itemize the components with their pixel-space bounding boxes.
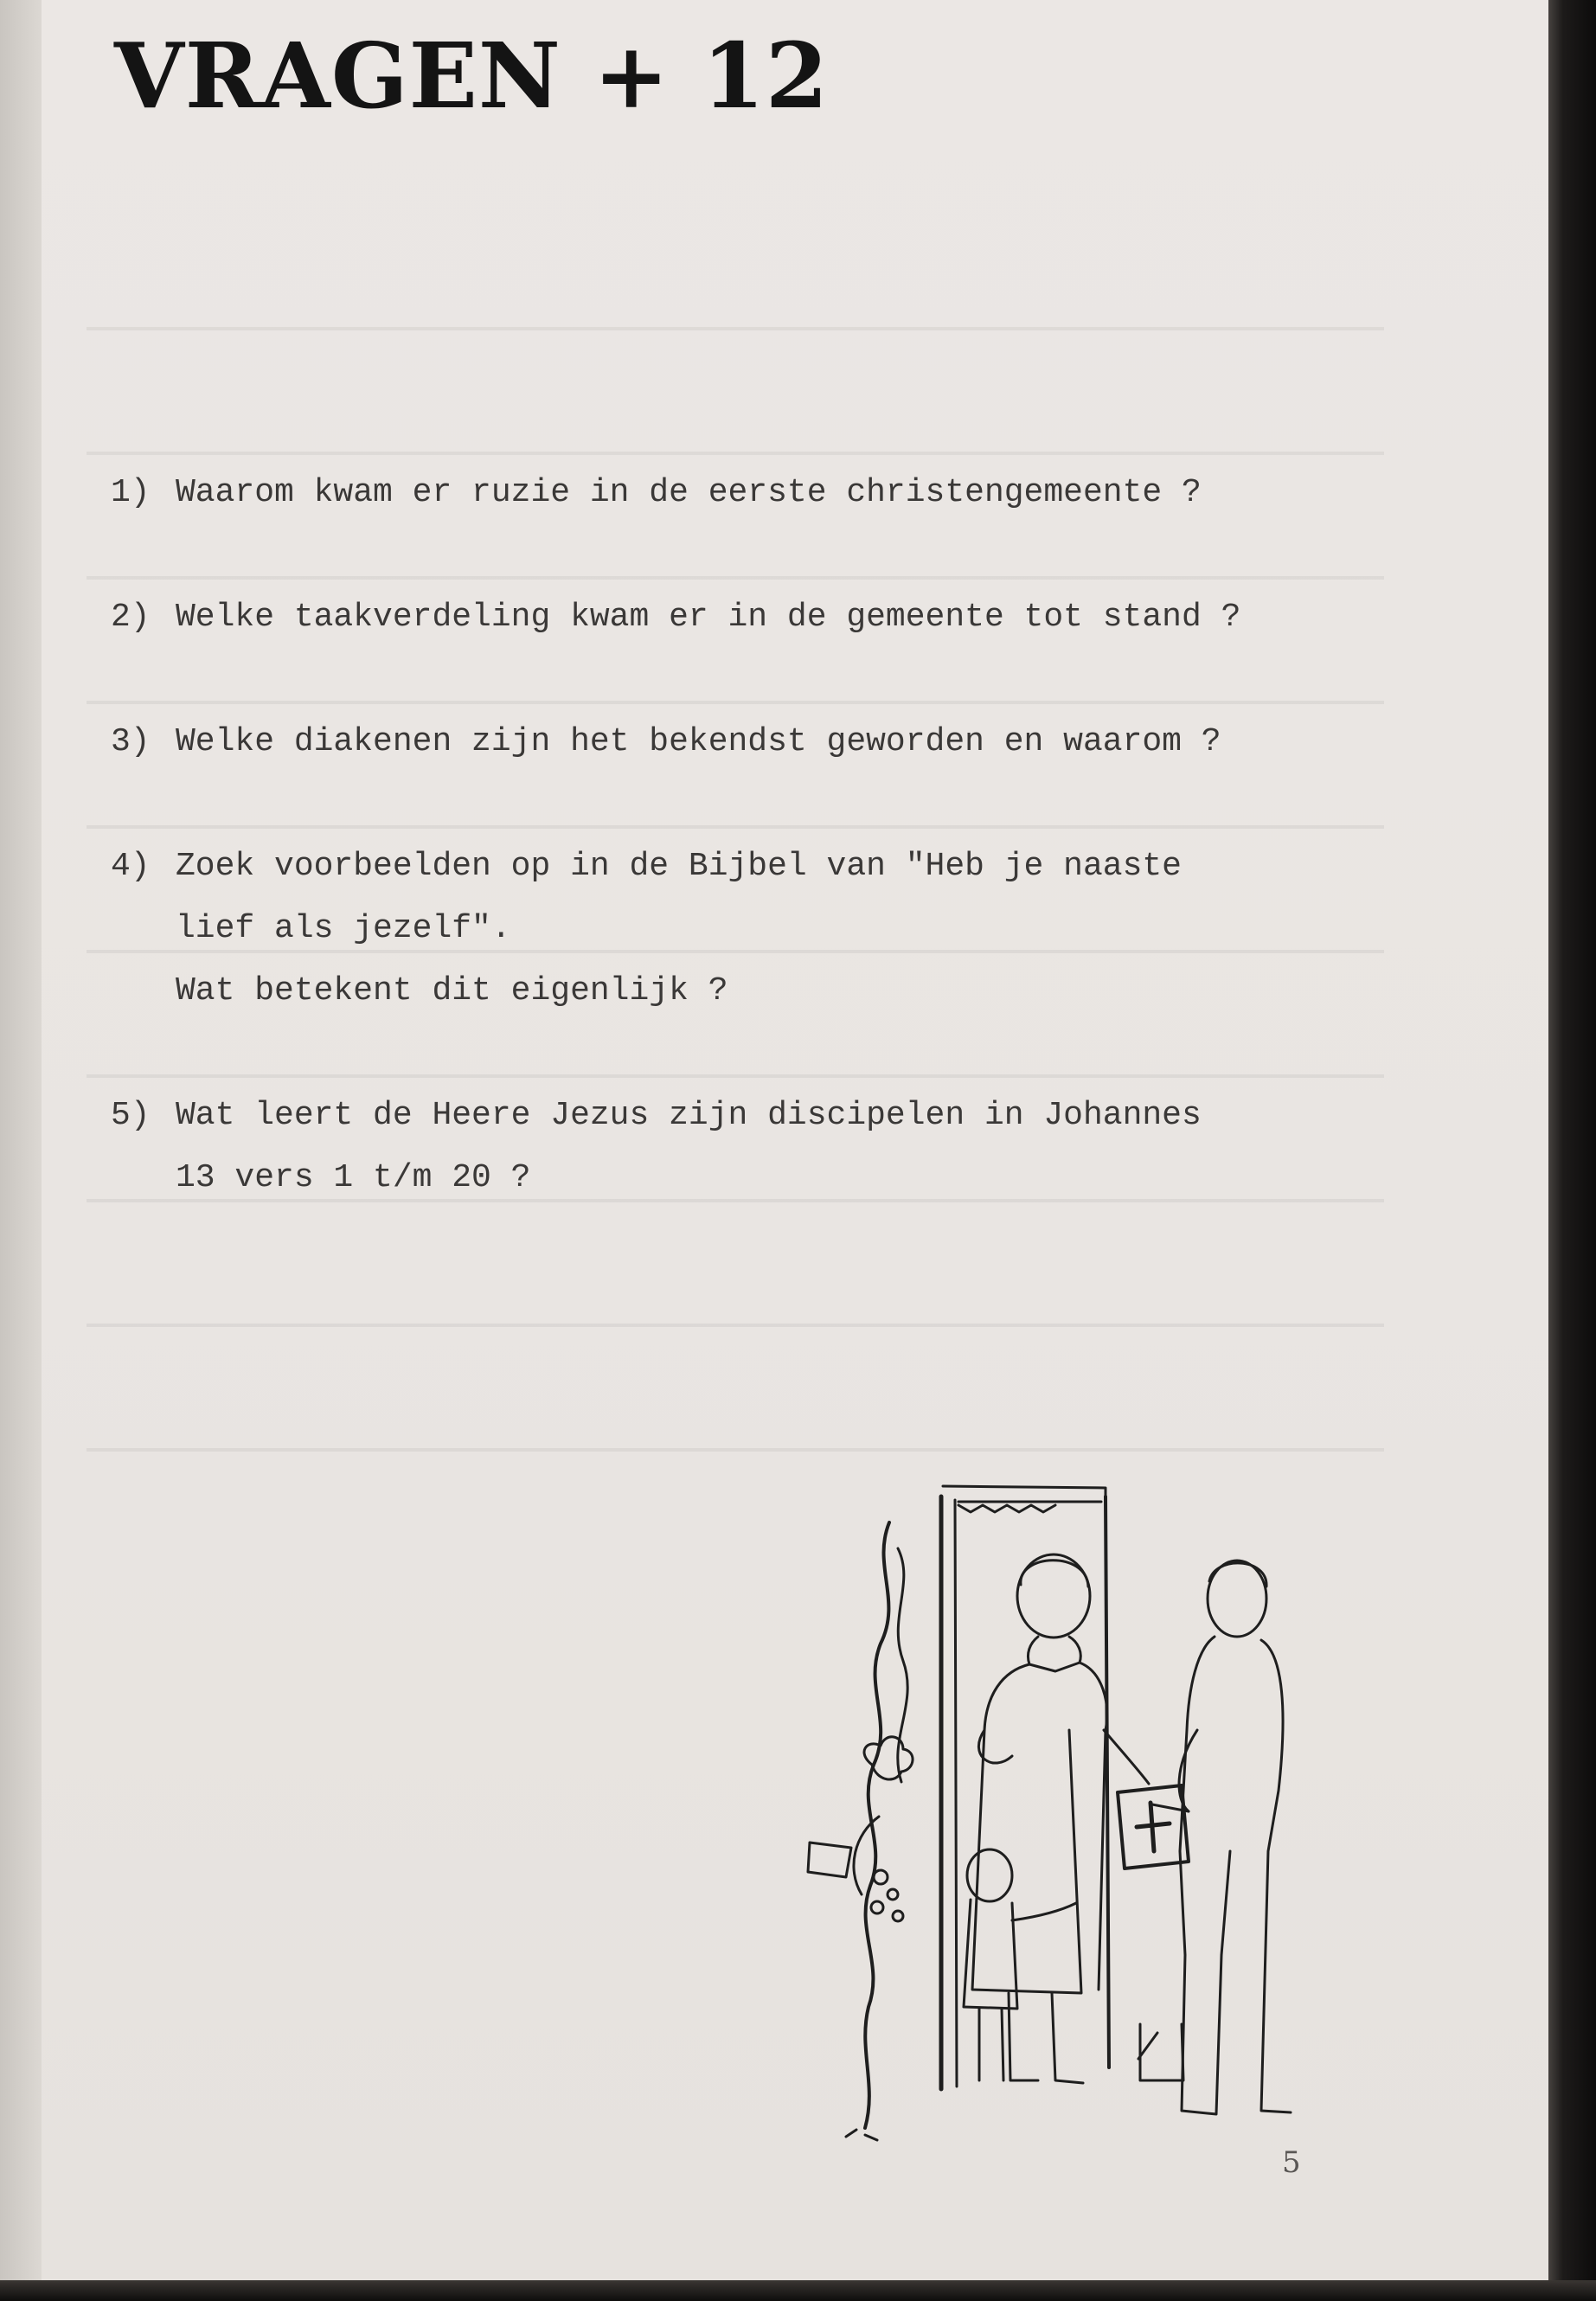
question-item <box>111 586 1443 649</box>
question-line: Wat leert de Heere Jezus zijn discipelen in Johannes <box>176 1097 1202 1134</box>
doorway-collection-drawing-icon <box>794 1471 1322 2163</box>
question-line: 13 vers 1 t/m 20 ? <box>176 1159 531 1196</box>
question-line: Welke taakverdeling kwam er in de gemeente tot stand ? <box>176 599 1241 636</box>
question-line: Welke diakenen zijn het bekendst geworden en waarom ? <box>176 723 1221 760</box>
question-item <box>111 462 1443 524</box>
question-number: 4) <box>111 848 151 885</box>
question-line: Zoek voorbeelden op in de Bijbel van "Heb je naaste <box>176 848 1182 885</box>
page-number: 5 <box>1282 2145 1301 2180</box>
question-number: 2) <box>111 599 151 636</box>
scan-left-margin <box>0 0 42 2301</box>
question-number: 3) <box>111 723 151 760</box>
question-item <box>111 836 1443 1022</box>
question-text <box>176 711 1443 773</box>
question-line: Waarom kwam er ruzie in de eerste christengemeente ? <box>176 474 1202 511</box>
question-line: Wat betekent dit eigenlijk ? <box>176 972 728 1009</box>
question-item <box>111 711 1443 773</box>
question-list <box>111 462 1443 1272</box>
page-title: VRAGEN + 12 <box>114 22 830 129</box>
question-text <box>176 1085 1443 1209</box>
question-text <box>176 462 1443 524</box>
question-line: lief als jezelf". <box>176 910 511 947</box>
question-text <box>176 836 1443 1022</box>
question-number: 5) <box>111 1097 151 1134</box>
book-spine <box>1548 0 1596 2301</box>
question-number: 1) <box>111 474 151 511</box>
question-text <box>176 586 1443 649</box>
question-item <box>111 1085 1443 1209</box>
page-bottom-edge <box>0 2280 1596 2301</box>
